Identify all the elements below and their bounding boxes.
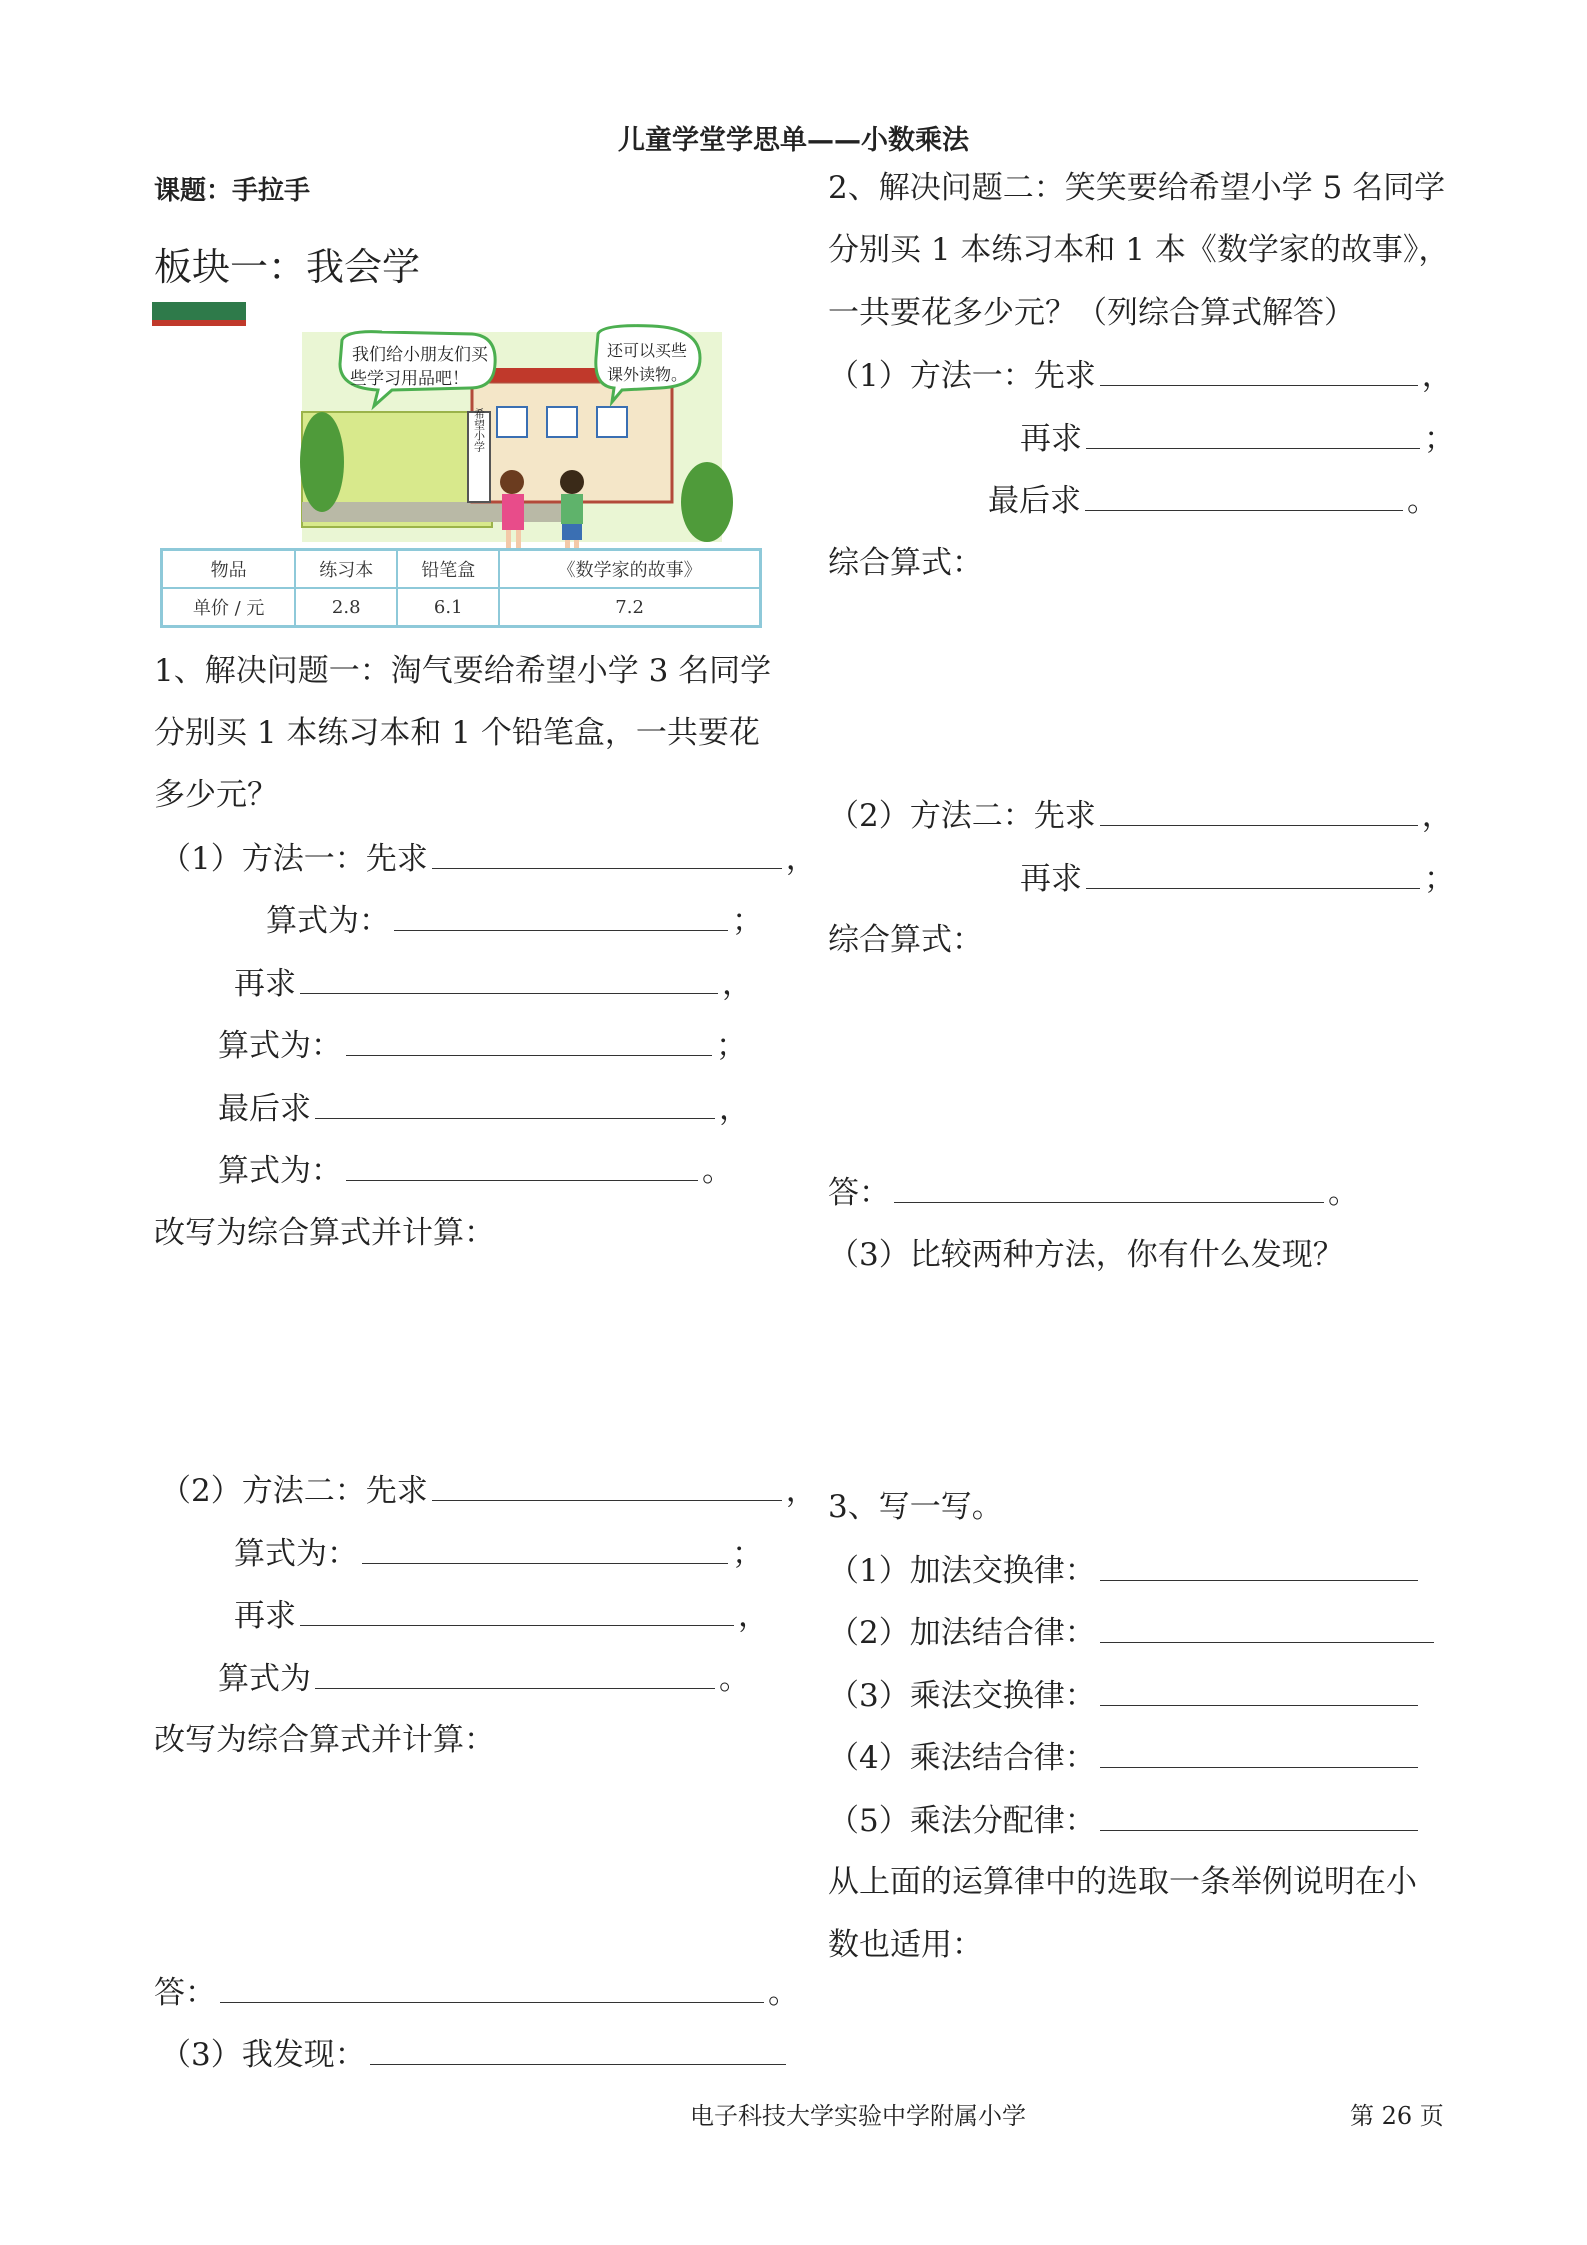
bubble-right-line1: 还可以买些 (607, 341, 688, 360)
page-title: 儿童学堂学思单——小数乘法 (618, 125, 969, 156)
q3-item-3 (828, 1675, 1422, 1716)
q3-item-1-label: （1）加法交换律： (828, 1553, 1096, 1589)
q1-line-1: 1、解决问题一：淘气要给希望小学 3 名同学 (154, 653, 772, 689)
q3-example-line-2: 数也适用： (828, 1927, 983, 1963)
q1-formula1-label: 算式为： (266, 903, 390, 939)
q1-formula1-blank[interactable] (394, 900, 728, 931)
q3-item-4-blank[interactable] (1100, 1737, 1418, 1768)
q3-item-3-blank[interactable] (1100, 1675, 1418, 1706)
q3-item-5 (828, 1800, 1422, 1841)
q1-then-blank[interactable] (300, 963, 718, 994)
q3-item-2 (828, 1612, 1438, 1653)
q2-line-1: 2、解决问题二：笑笑要给希望小学 5 名同学 (828, 170, 1446, 206)
q1-formula1-row: 算式为： ； (266, 900, 763, 941)
bubble-left-line2: 些学习用品吧！ (350, 369, 469, 389)
lesson-topic: 课题：手拉手 (154, 176, 311, 206)
q2-compare: （3）比较两种方法，你有什么发现？ (828, 1237, 1344, 1273)
q2-method2-label: （2）方法二：先求 (828, 798, 1096, 834)
q1-line-2: 分别买 1 本练习本和 1 个铅笔盒，一共要花 (154, 715, 760, 751)
q2-line-3: 一共要花多少元？（列综合算式解答） (828, 295, 1355, 331)
q2-combined-2: 综合算式： (828, 922, 983, 958)
section-heading: 板块一：我会学 (154, 245, 421, 289)
q1-formula3-blank[interactable] (346, 1150, 698, 1181)
row-label: 单价 / 元 (162, 588, 296, 627)
q1-answer-blank[interactable] (220, 1972, 764, 2003)
q1-formula2-label: 算式为： (218, 1028, 342, 1064)
q3-item-3-label: （3）乘法交换律： (828, 1678, 1096, 1714)
header-item: 物品 (162, 550, 296, 589)
q2-combined-1: 综合算式： (828, 545, 983, 581)
price-pencil-box: 6.1 (397, 588, 499, 627)
q2-answer-label: 答： (828, 1175, 890, 1211)
q1-finally-label: 最后求 (218, 1091, 311, 1127)
q3-item-4 (828, 1737, 1422, 1778)
q1-discover-label: （3）我发现： (160, 2037, 366, 2073)
q3-item-4-label: （4）乘法结合律： (828, 1740, 1096, 1776)
q2-method1-row: （1）方法一：先求 ， (828, 355, 1453, 396)
q1-method2-blank[interactable] (432, 1470, 782, 1501)
q2-line-2: 分别买 1 本练习本和 1 本《数学家的故事》， (828, 232, 1450, 268)
q2-method2-row: （2）方法二：先求 ， (828, 795, 1453, 836)
q3-example-line-1: 从上面的运算律中的选取一条举例说明在小 (828, 1864, 1417, 1900)
q1-line-3: 多少元？ (154, 777, 278, 813)
q1-m2-formula2-blank[interactable] (315, 1658, 715, 1689)
bubble-right-line2: 课外读物。 (607, 365, 688, 384)
q2-then-row: 再求 ； (1020, 418, 1455, 459)
q3-item-2-label: （2）加法结合律： (828, 1615, 1096, 1651)
price-story-book: 7.2 (499, 588, 760, 627)
price-table (160, 548, 762, 628)
q2-answer-blank[interactable] (894, 1172, 1324, 1203)
q1-then-label: 再求 (234, 966, 296, 1002)
price-table-row (162, 588, 761, 627)
header-story-book: 《数学家的故事》 (499, 550, 760, 589)
q2-finally-row: 最后求 。 (988, 480, 1438, 521)
q1-finally-row: 最后求 ， (218, 1088, 750, 1129)
page-number: 第 26 页 (1350, 2102, 1444, 2130)
q2-finally-blank[interactable] (1085, 480, 1403, 511)
q1-m2-then-blank[interactable] (300, 1595, 734, 1626)
q1-method1-row: （1）方法一：先求 ， (160, 838, 817, 879)
q1-discover-blank[interactable] (370, 2034, 786, 2065)
q1-m2-then-label: 再求 (234, 1598, 296, 1634)
q1-then-row: 再求 ， (234, 963, 753, 1004)
q1-formula2-blank[interactable] (346, 1025, 712, 1056)
q3-item-1-blank[interactable] (1100, 1550, 1418, 1581)
q2-answer-row: 答： 。 (828, 1172, 1359, 1213)
q1-method2-label: （2）方法二：先求 (160, 1473, 428, 1509)
q1-m2-then-row: 再求 ， (234, 1595, 769, 1636)
q3-item-2-blank[interactable] (1100, 1612, 1434, 1643)
q1-method1-label: （1）方法一：先求 (160, 841, 428, 877)
q2-method1-label: （1）方法一：先求 (828, 358, 1096, 394)
price-exercise-book: 2.8 (295, 588, 397, 627)
footer-school: 电子科技大学实验中学附属小学 (690, 2102, 1026, 2130)
q1-discover-row (160, 2034, 790, 2075)
q1-answer-label: 答： (154, 1975, 216, 2011)
q1-finally-blank[interactable] (315, 1088, 715, 1119)
header-exercise-book: 练习本 (295, 550, 397, 589)
q2-finally-label: 最后求 (988, 483, 1081, 519)
q1-m2-formula1-row: 算式为： ； (234, 1533, 763, 1574)
price-table-header-row (162, 550, 761, 589)
header-pencil-box: 铅笔盒 (397, 550, 499, 589)
q2-m2-then-label: 再求 (1020, 861, 1082, 897)
q2-then-label: 再求 (1020, 421, 1082, 457)
q3-item-1 (828, 1550, 1422, 1591)
q3-title: 3、写一写。 (828, 1489, 1003, 1525)
bubble-left-line1: 我们给小朋友们买 (352, 345, 488, 365)
q2-method1-blank[interactable] (1100, 355, 1418, 386)
q1-rewrite-1: 改写为综合算式并计算： (154, 1215, 495, 1251)
q1-formula2-row: 算式为： ； (218, 1025, 747, 1066)
q1-m2-formula1-label: 算式为： (234, 1536, 358, 1572)
q1-m2-formula1-blank[interactable] (362, 1533, 728, 1564)
q2-m2-then-row: 再求 ； (1020, 858, 1455, 899)
q1-method2-row: （2）方法二：先求 ， (160, 1470, 817, 1511)
q2-method2-blank[interactable] (1100, 795, 1418, 826)
q1-method1-blank[interactable] (432, 838, 782, 869)
gate-sign: 希望小学 (472, 408, 486, 452)
q1-m2-formula2-label: 算式为 (218, 1661, 311, 1697)
q1-answer-row: 答： 。 (154, 1972, 799, 2013)
q3-item-5-blank[interactable] (1100, 1800, 1418, 1831)
q1-formula3-row: 算式为： 。 (218, 1150, 733, 1191)
q2-then-blank[interactable] (1086, 418, 1420, 449)
q1-rewrite-2: 改写为综合算式并计算： (154, 1722, 495, 1758)
q1-m2-formula2-row: 算式为 。 (218, 1658, 750, 1699)
q1-formula3-label: 算式为： (218, 1153, 342, 1189)
q2-m2-then-blank[interactable] (1086, 858, 1420, 889)
q3-item-5-label: （5）乘法分配律： (828, 1803, 1096, 1839)
